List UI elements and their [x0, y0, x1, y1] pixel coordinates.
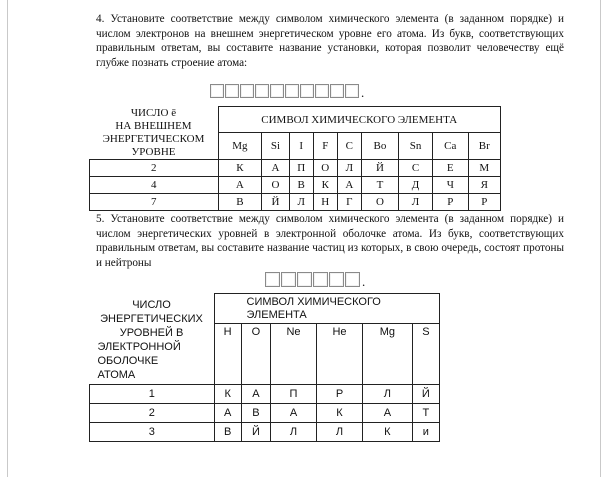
answer-box	[330, 84, 344, 98]
task5-letter-cell: А	[363, 404, 413, 423]
answer-boxes-period: .	[362, 274, 366, 289]
task5-number-cell: 1	[90, 385, 215, 404]
task5-letter-cell: Л	[317, 423, 363, 442]
task4-symbol-cell: Ca	[432, 133, 468, 159]
answer-box	[265, 272, 280, 287]
task5-row-header-line: АТОМА	[97, 368, 136, 381]
task5-row-header-line: ЭНЕРГЕТИЧЕСКИХ	[100, 312, 203, 325]
task4-row-header-line: ЭНЕРГЕТИЧЕСКОМ	[102, 132, 205, 145]
table-row	[90, 193, 501, 210]
task4-letter-cell: О	[262, 176, 289, 193]
answer-boxes-period: .	[361, 85, 365, 100]
task4-letter-cell: К	[313, 176, 337, 193]
task4-letter-cell: Т	[361, 176, 398, 193]
task5-row-header-line: ЭЛЕКТРОННОЙ	[97, 340, 181, 353]
task4-symbol-cell: C	[337, 133, 361, 159]
task5-letter-cell: А	[214, 404, 241, 423]
task4-letter-cell: М	[468, 159, 500, 176]
task5-letter-cell: А	[271, 404, 317, 423]
task4-letter-cell: Л	[289, 193, 313, 210]
task4-row-header-line: ЧИСЛО ē	[130, 106, 177, 119]
task4-symbol-cell: Si	[262, 133, 289, 159]
page-right-edge	[600, 0, 601, 477]
task4-letter-cell: А	[262, 159, 289, 176]
task5-letter-cell: К	[317, 404, 363, 423]
answer-box	[285, 84, 299, 98]
answer-box	[300, 84, 314, 98]
task4-letter-cell: Й	[361, 159, 398, 176]
task4-symbol-cell: F	[313, 133, 337, 159]
task5-letter-cell: А	[241, 385, 270, 404]
task5-letter-cell: К	[214, 385, 241, 404]
task4-letter-cell: Й	[262, 193, 289, 210]
task5-column-header-line: ЭЛЕМЕНТА	[246, 309, 307, 321]
task4-letter-cell: Л	[399, 193, 433, 210]
task4-number-cell: 2	[90, 159, 219, 176]
task4-letter-cell: П	[289, 159, 313, 176]
answer-box	[270, 84, 284, 98]
task5-table	[89, 293, 440, 442]
answer-box	[329, 272, 344, 287]
task4-row-header	[90, 107, 219, 160]
task4-letter-cell: А	[337, 176, 361, 193]
task4-letter-cell: Я	[468, 176, 500, 193]
task5-text: 5. Установите соответствие между символом химического элемента (в заданном порядке) и числом энергетических уровней в электронной оболочке атома. Из букв, соответствующих правильным ответам, вы составите название частиц из которых, в свою очередь, состоят протоны и нейтроны	[96, 213, 564, 269]
task4-symbol-cell: Bo	[361, 133, 398, 159]
task5-symbol-cell: Ne	[271, 324, 317, 385]
task4-symbol-cell: Br	[468, 133, 500, 159]
task4-symbol-cell: Mg	[218, 133, 262, 159]
task4-letter-cell: Ч	[432, 176, 468, 193]
answer-box	[315, 84, 329, 98]
answer-box	[345, 84, 359, 98]
task4-letter-cell: Л	[337, 159, 361, 176]
task4-letter-cell: О	[313, 159, 337, 176]
task4-number-cell: 4	[90, 176, 219, 193]
task5-letter-cell: К	[363, 423, 413, 442]
task4-table	[89, 106, 501, 211]
task5-column-header	[214, 294, 440, 324]
task5-letter-cell: Й	[412, 385, 439, 404]
task4-symbol-cell: Sn	[399, 133, 433, 159]
task5-letter-cell: и	[412, 423, 439, 442]
answer-box	[225, 84, 239, 98]
task5-number-cell: 3	[90, 423, 215, 442]
answer-box	[255, 84, 269, 98]
task4-letter-cell: В	[218, 193, 262, 210]
answer-box	[281, 272, 296, 287]
task5-letter-cell: Т	[412, 404, 439, 423]
task5-letter-cell: В	[214, 423, 241, 442]
task5-letter-cell: Й	[241, 423, 270, 442]
answer-box	[297, 272, 312, 287]
task4-letter-cell: Р	[432, 193, 468, 210]
task5-row-header	[90, 294, 215, 385]
task4-letter-cell: Н	[313, 193, 337, 210]
task5-symbol-cell: He	[317, 324, 363, 385]
task5-row-header-line: ОБОЛОЧКЕ	[97, 354, 159, 367]
task5-symbol-cell: H	[214, 324, 241, 385]
task4-text: 4. Установите соответствие между символом химического элемента (в заданном порядке) и числом электронов на внешнем энергетическом уровне его атома. Из букв, соответствующих правильным ответам, вы составите название установки, которая позволит человечеству ещё глубже познать строение атома:	[96, 13, 564, 69]
answer-box	[313, 272, 328, 287]
task5-letter-cell: В	[241, 404, 270, 423]
task4-letter-cell: С	[399, 159, 433, 176]
task5-column-header-line: СИМВОЛ ХИМИЧЕСКОГО	[246, 296, 381, 308]
task5-letter-cell: Л	[271, 423, 317, 442]
answer-box	[345, 272, 360, 287]
task4-letter-cell: В	[289, 176, 313, 193]
answer-box	[210, 84, 224, 98]
task5-symbol-cell: S	[412, 324, 439, 385]
task4-row-header-line: НА ВНЕШНЕМ	[115, 119, 192, 132]
page-left-edge	[7, 0, 8, 477]
task4-letter-cell: О	[361, 193, 398, 210]
task5-symbol-cell: O	[241, 324, 270, 385]
table-row	[90, 159, 501, 176]
task4-answer-boxes	[210, 84, 364, 98]
task5-letter-cell: Л	[363, 385, 413, 404]
table-row	[90, 423, 440, 442]
task5-row-header-line: УРОВНЕЙ В	[119, 326, 184, 339]
task5-symbol-cell: Mg	[363, 324, 413, 385]
task4-number-cell: 7	[90, 193, 219, 210]
task4-letter-cell: Д	[399, 176, 433, 193]
task5-letter-cell: П	[271, 385, 317, 404]
task4-letter-cell: Р	[468, 193, 500, 210]
task5-number-cell: 2	[90, 404, 215, 423]
task4-row-header-line: УРОВНЕ	[131, 145, 176, 158]
task4-symbol-cell: I	[289, 133, 313, 159]
answer-box	[240, 84, 254, 98]
table-row	[90, 404, 440, 423]
task4-letter-cell: Е	[432, 159, 468, 176]
task5-letter-cell: Р	[317, 385, 363, 404]
task5-row-header-line: ЧИСЛО	[132, 298, 171, 311]
task4-letter-cell: А	[218, 176, 262, 193]
table-row	[90, 176, 501, 193]
task4-letter-cell: Г	[337, 193, 361, 210]
task5-answer-boxes	[265, 272, 365, 287]
table-row	[90, 385, 440, 404]
task4-letter-cell: К	[218, 159, 262, 176]
task4-column-header: СИМВОЛ ХИМИЧЕСКОГО ЭЛЕМЕНТА	[218, 107, 501, 133]
